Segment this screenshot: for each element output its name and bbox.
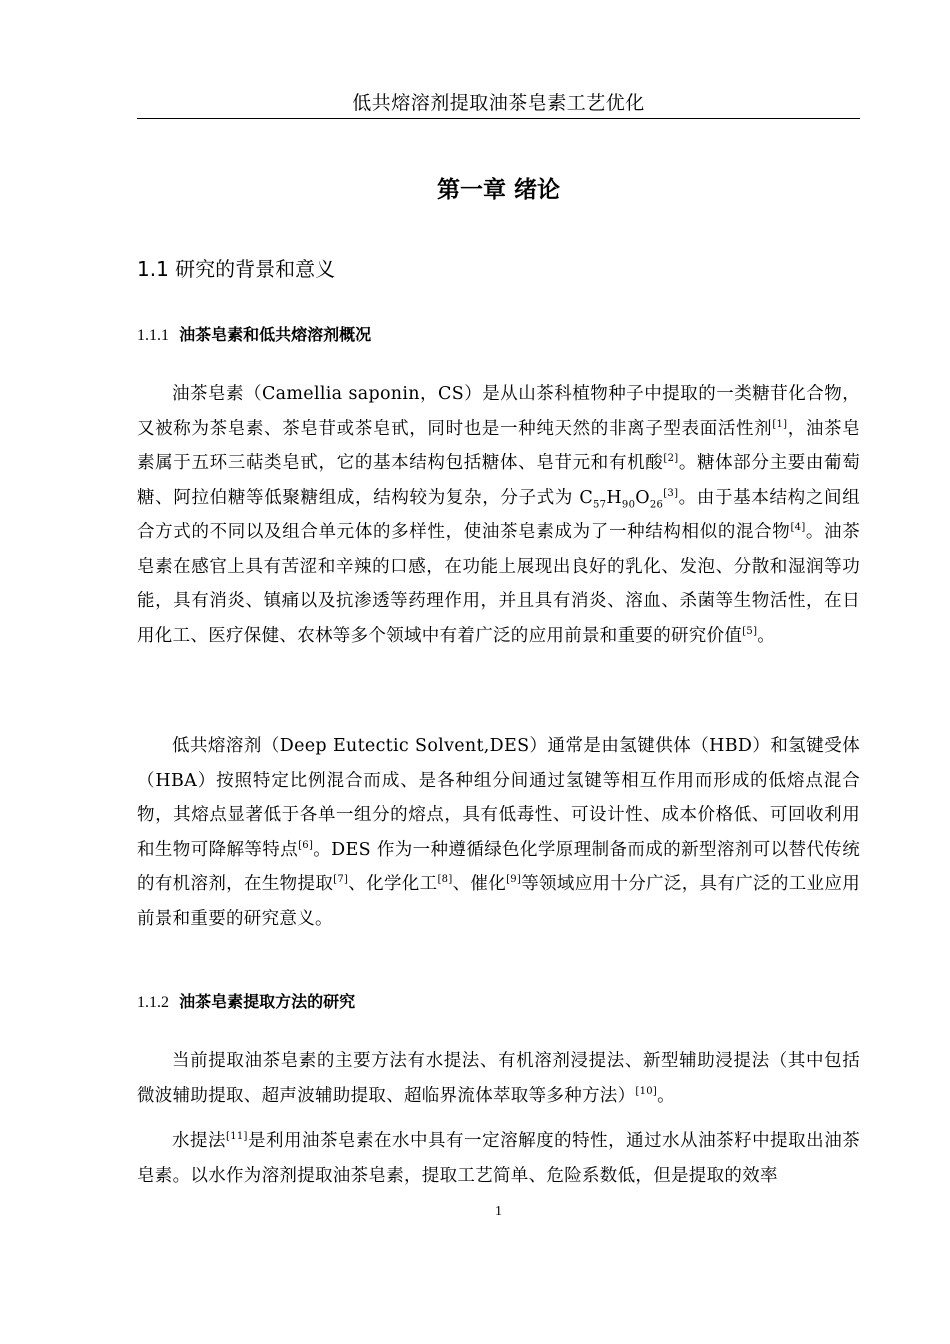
- paragraph-camellia-saponin: 油茶皂素（Camellia saponin，CS）是从山茶科植物种子中提取的一类糖苷化合物，又被称为茶皂素、茶皂苷或茶皂甙，同时也是一种纯天然的非离子型表面活性剂[1]，油茶皂素属于五环三萜类皂甙，它的基本结构包括糖体、皂苷元和有机酸[2]。糖体部分主要由葡萄糖、阿拉伯糖等低聚糖组成，结构较为复杂，分子式为 $C_{57}H_{90}O_{26}[3]$。由于基本结构之间组合方式的不同以及组合单元体的多样性，使油茶皂素成为了一种结构相似的混合物[4]。油茶皂素在感官上具有苦涩和辛辣的口感，在功能上展现出良好的乳化、发泡、分散和湿润等功能，具有消炎、镇痛以及抗渗透等药理作用，并且具有消炎、溶血、杀菌等生物活性，在日用化工、医疗保健、农林等多个领域中有着广泛的应用前景和重要的研究价值[5]。: [137, 384, 861, 646]
- citation: [10]: [635, 1085, 658, 1097]
- page-number: 1: [495, 1204, 502, 1219]
- citation: [5]: [742, 625, 758, 637]
- subsection-number: 1.1.2: [137, 994, 169, 1011]
- citation: [4]: [790, 522, 806, 534]
- citation: [6]: [298, 839, 314, 851]
- citation: [9]: [506, 874, 522, 886]
- citation: [8]: [437, 874, 453, 886]
- citation: [3]: [663, 487, 679, 499]
- citation: [1]: [772, 418, 788, 430]
- section-heading-1-1: 1.1 研究的背景和意义: [137, 257, 336, 281]
- header-rule: [137, 118, 860, 119]
- chapter-title: 第一章 绪论: [436, 177, 560, 203]
- subscript: 26: [649, 499, 664, 510]
- paragraph-des: 低共熔溶剂（Deep Eutectic Solvent,DES）通常是由氢键供体（HBD）和氢键受体（HBA）按照特定比例混合而成、是各种组分间通过氢键等相互作用而形成的低熔点混合物，其熔点显著低于各单一组分的熔点，具有低毒性、可设计性、成本价格低、可回收利用和生物可降解等特点[6]。DES 作为一种遵循绿色化学原理制备而成的新型溶剂可以替代传统的有机溶剂，在生物提取[7]、化学化工[8]、催化[9]等领域应用十分广泛，具有广泛的工业应用前景和重要的研究意义。: [137, 736, 860, 929]
- citation: [2]: [663, 453, 679, 465]
- paragraph-extraction-methods: 当前提取油茶皂素的主要方法有水提法、有机溶剂浸提法、新型辅助浸提法（其中包括微波辅助提取、超声波辅助提取、超临界流体萃取等多种方法）[10]。: [137, 1051, 860, 1106]
- subsection-title: 油茶皂素提取方法的研究: [179, 992, 356, 1011]
- subsection-heading-1-1-1: [137, 320, 371, 351]
- subscript: 90: [621, 499, 636, 510]
- subsection-heading-1-1-2: [137, 987, 355, 1018]
- subsection-title: 油茶皂素和低共熔溶剂概况: [179, 325, 372, 344]
- citation: [7]: [333, 874, 349, 886]
- subscript: 57: [593, 499, 607, 510]
- subsection-number: 1.1.1: [137, 327, 169, 344]
- citation: [11]: [226, 1131, 248, 1143]
- paragraph-water-extraction: 水提法[11]是利用油茶皂素在水中具有一定溶解度的特性，通过水从油茶籽中提取出油茶皂素。以水作为溶剂提取油茶皂素，提取工艺简单、危险系数低，但是提取的效率: [137, 1131, 860, 1186]
- running-header: 低共熔溶剂提取油茶皂素工艺优化: [352, 92, 645, 114]
